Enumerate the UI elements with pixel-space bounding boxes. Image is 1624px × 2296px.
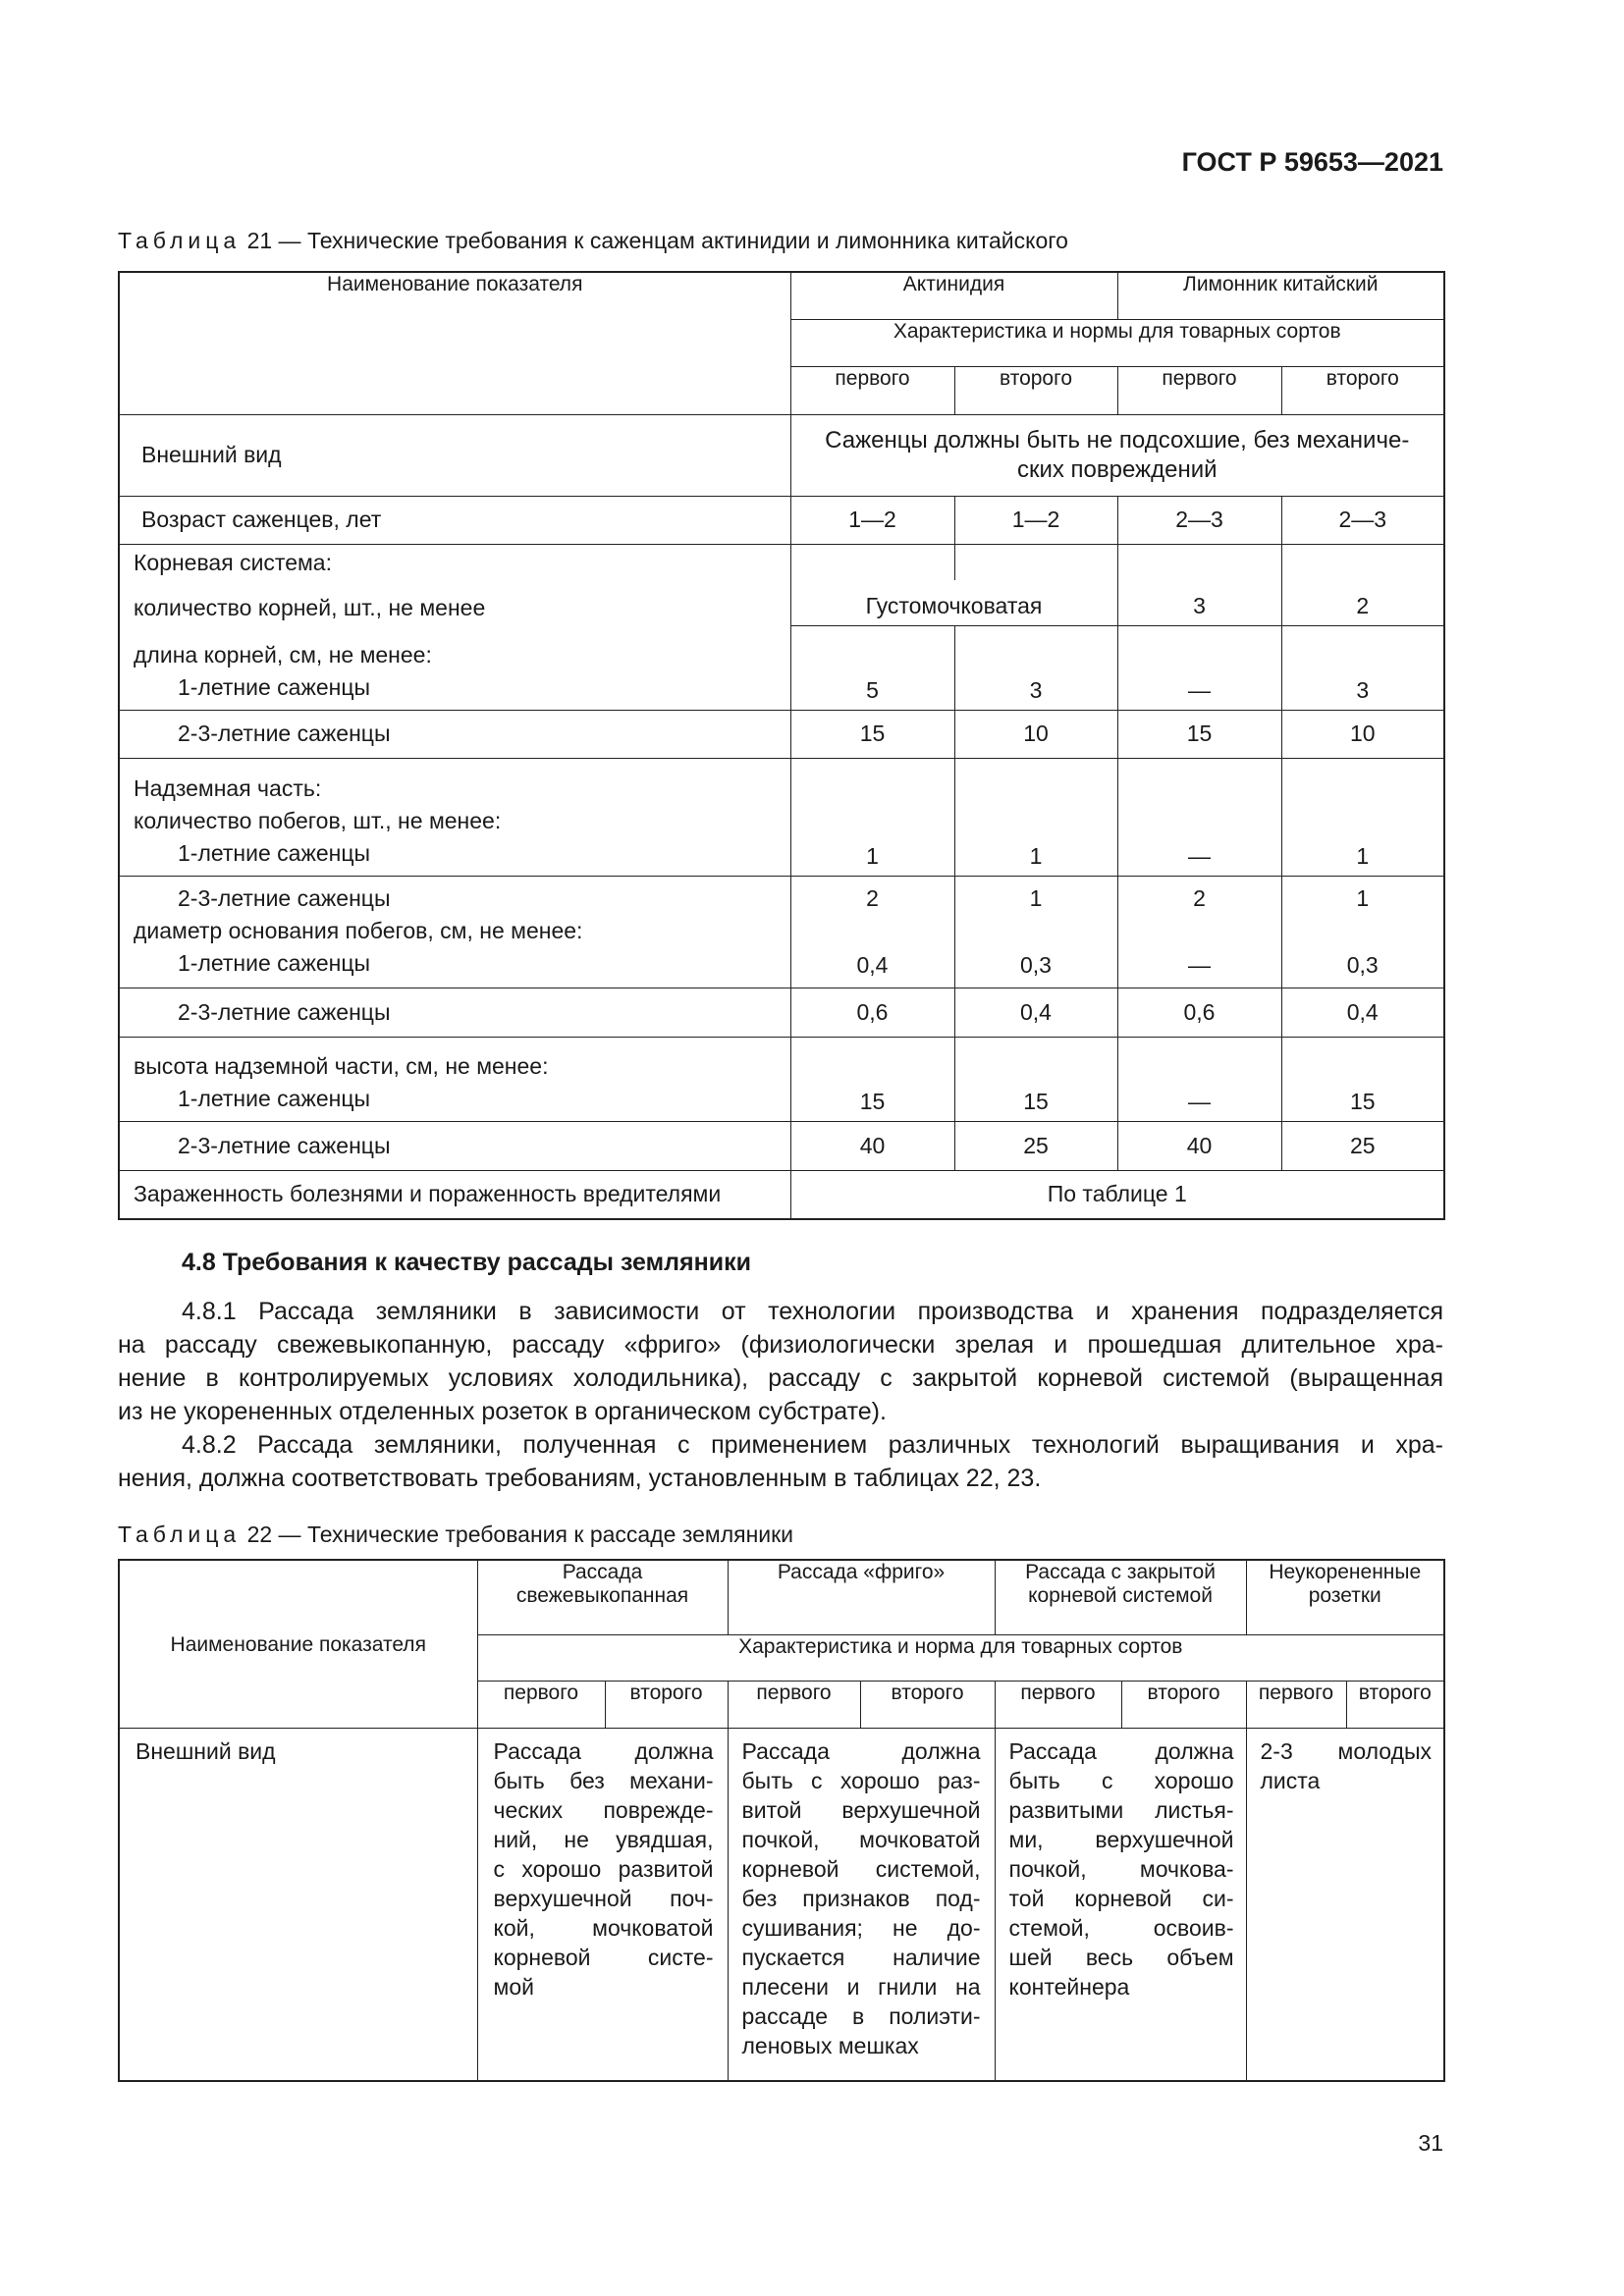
- cell-line: сушивания; не до-: [741, 1914, 981, 1941]
- appearance-line: ских повреждений: [1016, 455, 1218, 483]
- cell-value: 1: [954, 758, 1117, 876]
- height-cell: [119, 1037, 790, 1121]
- row-label: 1-летние саженцы: [178, 1085, 371, 1111]
- frigo-appearance-cell: [728, 1728, 995, 2081]
- table-22: [118, 1559, 1445, 2082]
- row-label-cell: [119, 988, 790, 1037]
- cell-value: 0,3: [1020, 951, 1052, 978]
- cell-line: быть с хорошо: [1008, 1767, 1234, 1793]
- row-label: количество корней, шт., не менее: [134, 594, 486, 620]
- paragraph-line: из не укорененных отделенных розеток в органическом субстрате).: [118, 1398, 887, 1425]
- table-row: [119, 1121, 1444, 1170]
- cell-line: пускается наличие: [741, 1944, 981, 1970]
- table-row: [119, 710, 1444, 758]
- paragraph-line: нения, должна соответствовать требованиям, установленным в таблицах 22, 23.: [118, 1465, 1042, 1492]
- cell-line: верхушечной поч-: [493, 1885, 714, 1911]
- cell-pair: [1117, 876, 1281, 988]
- cell-value: 15: [790, 1037, 954, 1121]
- row-label: 2-3-летние саженцы: [178, 1132, 391, 1158]
- cell-line: рассаде в полиэти-: [741, 2002, 981, 2029]
- table-row: [119, 625, 1444, 710]
- header-line: Неукорененные: [1269, 1561, 1422, 1583]
- cell-line: той корневой си-: [1008, 1885, 1234, 1911]
- cell-value: 3: [954, 625, 1117, 710]
- cell-line: корневой систе-: [493, 1944, 714, 1970]
- cell-pair: [954, 876, 1117, 988]
- appearance-line: Саженцы должны быть не подсохшие, без механиче-: [825, 426, 1410, 454]
- row-label: Корневая система:: [134, 549, 332, 575]
- table-21: [118, 271, 1445, 1220]
- paragraph-line: нение в контролируемых условиях холодильника), рассаду с закрытой корневой системой (выращенная: [118, 1364, 1443, 1392]
- cell-line: леновых мешках: [741, 2032, 919, 2058]
- cell-line: витой верхушечной: [741, 1796, 981, 1823]
- row-label: 2-3-летние саженцы: [178, 998, 391, 1025]
- row-label: 1-летние саженцы: [178, 839, 371, 866]
- root-length-cell: [119, 625, 790, 710]
- grade-second-header: второго: [860, 1681, 995, 1728]
- cell-value: 2—3: [1281, 496, 1444, 544]
- standard-id: ГОСТ Р 59653—2021: [1181, 147, 1443, 177]
- row-label: высота надземной части, см, не менее:: [134, 1052, 549, 1079]
- cell-value: 1: [1356, 884, 1370, 911]
- paragraph-line: на рассаду свежевыкопанную, рассаду «фриго» (физиологически зрелая и прошедшая длительное хра-: [118, 1331, 1443, 1359]
- section-heading: 4.8 Требования к качеству рассады земляники: [182, 1249, 751, 1276]
- cell-value: 40: [1117, 1121, 1281, 1170]
- cell-value: —: [1117, 1037, 1281, 1121]
- cell-value: 15: [1281, 1037, 1444, 1121]
- cell-value: 2—3: [1117, 496, 1281, 544]
- table-row: [119, 1037, 1444, 1121]
- cell-value: 10: [1281, 710, 1444, 758]
- col-unrooted-header: [1246, 1560, 1444, 1634]
- grade-first-header: первого: [477, 1681, 605, 1728]
- row-label: Внешний вид: [119, 1728, 477, 2081]
- cell-value: 15: [1117, 710, 1281, 758]
- cell-value: —: [1117, 625, 1281, 710]
- grade-first-header: первого: [1246, 1681, 1346, 1728]
- cell-value: 3: [1281, 625, 1444, 710]
- paragraph-4-8-1: [118, 1295, 1443, 1428]
- table-row: [119, 414, 1444, 496]
- unrooted-appearance-cell: [1246, 1728, 1444, 2081]
- cell-line: 2-3 молодых: [1260, 1737, 1433, 1764]
- cell-line: ний, не увядшая,: [493, 1826, 714, 1852]
- cell-value: 0,4: [954, 988, 1117, 1037]
- cell-value: 0,3: [1346, 951, 1379, 978]
- col-norms-header: Характеристика и норма для товарных сортов: [477, 1634, 1444, 1681]
- col-indicator-header: Наименование показателя: [119, 272, 790, 414]
- cell-value: 0,4: [1281, 988, 1444, 1037]
- cell-line: ми, верхушечной: [1008, 1826, 1234, 1852]
- cell-line: почкой, мочковатой: [741, 1826, 981, 1852]
- cell-value: 2: [866, 884, 879, 911]
- paragraph-line: 4.8.1 Рассада земляники в зависимости от технологии производства и хранения подразделяется: [182, 1298, 1443, 1325]
- cell-line: с хорошо развитой: [493, 1855, 714, 1882]
- grade-first-header: первого: [790, 366, 954, 414]
- empty-cell: [790, 544, 954, 580]
- row-label: диаметр основания побегов, см, не менее:: [134, 917, 583, 943]
- cell-value: 1: [1029, 884, 1043, 911]
- row-label: 2-3-летние саженцы: [178, 884, 391, 911]
- col-fresh-header: [477, 1560, 728, 1634]
- cell-value: Густомочковатая: [790, 580, 1117, 625]
- row-label: 1-летние саженцы: [178, 949, 371, 976]
- cell-line: контейнера: [1008, 1973, 1130, 2000]
- table-row: [119, 758, 1444, 876]
- col-limonnik-header: Лимонник китайский: [1117, 272, 1444, 319]
- grade-second-header: второго: [1121, 1681, 1246, 1728]
- cell-value: —: [1117, 758, 1281, 876]
- cell-value: 1: [1281, 758, 1444, 876]
- cell-line: быть без механи-: [493, 1767, 714, 1793]
- cell-value: 25: [1281, 1121, 1444, 1170]
- cell-value: 15: [790, 710, 954, 758]
- paragraph-line: 4.8.2 Рассада земляники, полученная с применением различных технологий выращивания и хра-: [182, 1431, 1443, 1459]
- cell-line: шей весь объем: [1008, 1944, 1234, 1970]
- row-label: Зараженность болезнями и пораженность вредителями: [119, 1170, 790, 1219]
- grade-second-header: второго: [605, 1681, 728, 1728]
- cell-pair: [1281, 876, 1444, 988]
- cell-line: Рассада должна: [741, 1737, 981, 1764]
- caption-text: 21 — Технические требования к саженцам актинидии и лимонника китайского: [241, 228, 1068, 253]
- cell-value: 25: [954, 1121, 1117, 1170]
- grade-first-header: первого: [728, 1681, 860, 1728]
- cell-value: 1: [790, 758, 954, 876]
- header-line: Рассада: [562, 1561, 643, 1583]
- cell-value: 1—2: [790, 496, 954, 544]
- table-row: [119, 544, 1444, 580]
- row-label: Внешний вид: [119, 414, 790, 496]
- header-line: свежевыкопанная: [515, 1584, 689, 1607]
- cell-value: 3: [1117, 544, 1281, 625]
- paragraph-4-8-2: [118, 1428, 1443, 1495]
- caption-word: Таблица: [118, 1522, 242, 1547]
- table-row: [119, 988, 1444, 1037]
- cell-line: развитыми листья-: [1008, 1796, 1234, 1823]
- header-line: Рассада с закрытой: [1025, 1561, 1216, 1583]
- row-label: Надземная часть:: [134, 774, 322, 801]
- appearance-value: [790, 414, 1444, 496]
- col-norms-header: Характеристика и нормы для товарных сортов: [790, 319, 1444, 366]
- table-row: [119, 496, 1444, 544]
- table-row: [119, 1728, 1444, 2081]
- page-number: 31: [1418, 2130, 1443, 2156]
- cell-value: 2: [1281, 544, 1444, 625]
- cell-line: Рассада должна: [1008, 1737, 1234, 1764]
- cell-line: без признаков под-: [741, 1885, 981, 1911]
- header-line: корневой системой: [1028, 1584, 1213, 1607]
- cell-value: 15: [954, 1037, 1117, 1121]
- cell-value: 5: [790, 625, 954, 710]
- cell-line: почкой, мочкова-: [1008, 1855, 1234, 1882]
- col-frigo-header: Рассада «фриго»: [728, 1560, 995, 1634]
- root-system-cell: [119, 544, 790, 625]
- cell-line: стемой, освоив-: [1008, 1914, 1234, 1941]
- grade-first-header: первого: [1117, 366, 1281, 414]
- row-label-cell: [119, 710, 790, 758]
- above-ground-cell: [119, 758, 790, 876]
- empty-cell: [954, 544, 1117, 580]
- cell-value: 2: [1193, 884, 1206, 911]
- cell-line: плесени и гнили на: [741, 1973, 981, 2000]
- cell-value: 40: [790, 1121, 954, 1170]
- table-row: [119, 876, 1444, 988]
- row-label: 2-3-летние саженцы: [178, 721, 391, 746]
- table-row: [119, 1170, 1444, 1219]
- caption-text: 22 — Технические требования к рассаде земляники: [241, 1522, 794, 1547]
- col-closed-header: [995, 1560, 1246, 1634]
- header-line: розетки: [1308, 1584, 1381, 1607]
- closed-appearance-cell: [995, 1728, 1246, 2081]
- fresh-appearance-cell: [477, 1728, 728, 2081]
- row-label: длина корней, см, не менее:: [134, 641, 432, 667]
- row-label: 1-летние саженцы: [178, 673, 371, 700]
- row-label: Возраст саженцев, лет: [119, 496, 790, 544]
- cell-pair: [790, 876, 954, 988]
- cell-value: —: [1188, 951, 1211, 978]
- cell-line: ческих поврежде-: [493, 1796, 714, 1823]
- cell-line: Рассада должна: [493, 1737, 714, 1764]
- cell-value: По таблице 1: [790, 1170, 1444, 1219]
- cell-line: кой, мочковатой: [493, 1914, 714, 1941]
- row-label: количество побегов, шт., не менее:: [134, 807, 502, 833]
- col-actinidia-header: Актинидия: [790, 272, 1117, 319]
- cell-value: 10: [954, 710, 1117, 758]
- table-21-caption: [118, 228, 1068, 254]
- table-22-caption: [118, 1522, 793, 1548]
- cell-value: 0,4: [856, 951, 889, 978]
- grade-second-header: второго: [954, 366, 1117, 414]
- cell-line: мой: [493, 1973, 534, 2000]
- col-indicator-header: Наименование показателя: [119, 1560, 477, 1728]
- cell-line: быть с хорошо раз-: [741, 1767, 981, 1793]
- grade-second-header: второго: [1346, 1681, 1444, 1728]
- shoot-diameter-cell: [119, 876, 790, 988]
- cell-line: листа: [1260, 1767, 1321, 1793]
- grade-first-header: первого: [995, 1681, 1121, 1728]
- cell-line: корневой системой,: [741, 1855, 981, 1882]
- cell-value: 0,6: [1117, 988, 1281, 1037]
- grade-second-header: второго: [1281, 366, 1444, 414]
- row-label-cell: [119, 1121, 790, 1170]
- caption-word: Таблица: [118, 228, 242, 253]
- cell-value: 1—2: [954, 496, 1117, 544]
- cell-value: 0,6: [790, 988, 954, 1037]
